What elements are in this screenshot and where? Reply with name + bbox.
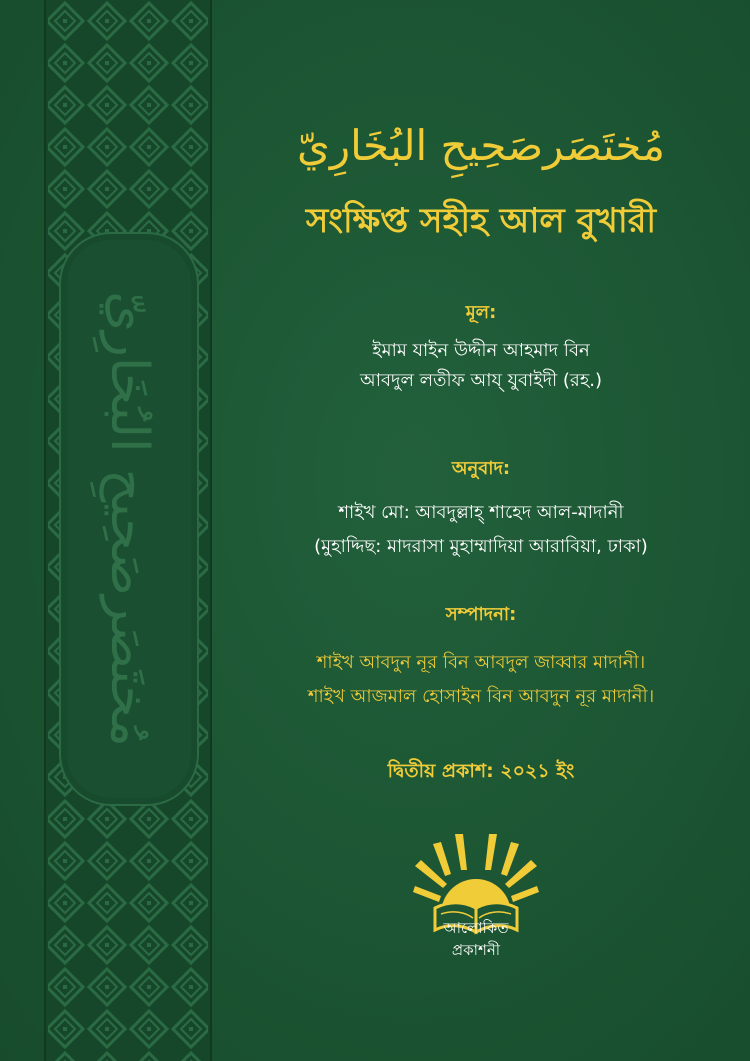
translation-section [212,456,750,562]
translation-label: অনুবাদ: [451,458,511,479]
editing-label: সম্পাদনা: [445,604,517,625]
original-author-section [212,300,750,396]
editing-line-2: শাইখ আজমাল হোসাইন বিন আবদুন নূর মাদানী। [307,686,655,707]
editing-line-1: শাইখ আবদুন নূর বিন আবদুল জাব্বার মাদানী। [316,652,646,673]
edition-text: দ্বিতীয় প্রকাশ: ২০২১ ইং [387,760,575,782]
publisher-name-line-2: প্রকাশনী [451,941,501,959]
arabic-title: مُختَصَرصَحِيحِ البُخَارِيّ [297,121,665,170]
band-arabic-title: مُختَصَرصَحِيحِ البُخَارِيّ [99,291,159,747]
publisher-name-line-1: আলোকিত [443,919,509,937]
original-line-1: ইমাম যাইন উদ্দীন আহমাদ বিন [372,340,590,361]
bangla-title: সংক্ষিপ্ত সহীহ আল বুখারী [305,201,657,241]
band-title-panel [59,232,199,806]
original-line-2: আবদুল লতীফ আয্ যুবাইদী (রহ.) [359,370,603,391]
decorative-side-band [44,0,212,1061]
editing-section [212,602,750,712]
translation-line-2: (মুহাদ্দিছ: মাদরাসা মুহাম্মাদিয়া আরাবিয়া, ঢাকা) [314,536,648,557]
original-label: মূল: [465,302,497,323]
translation-line-1: শাইখ মো: আবদুল্লাহ্ শাহেদ আল-মাদানী [338,502,624,523]
